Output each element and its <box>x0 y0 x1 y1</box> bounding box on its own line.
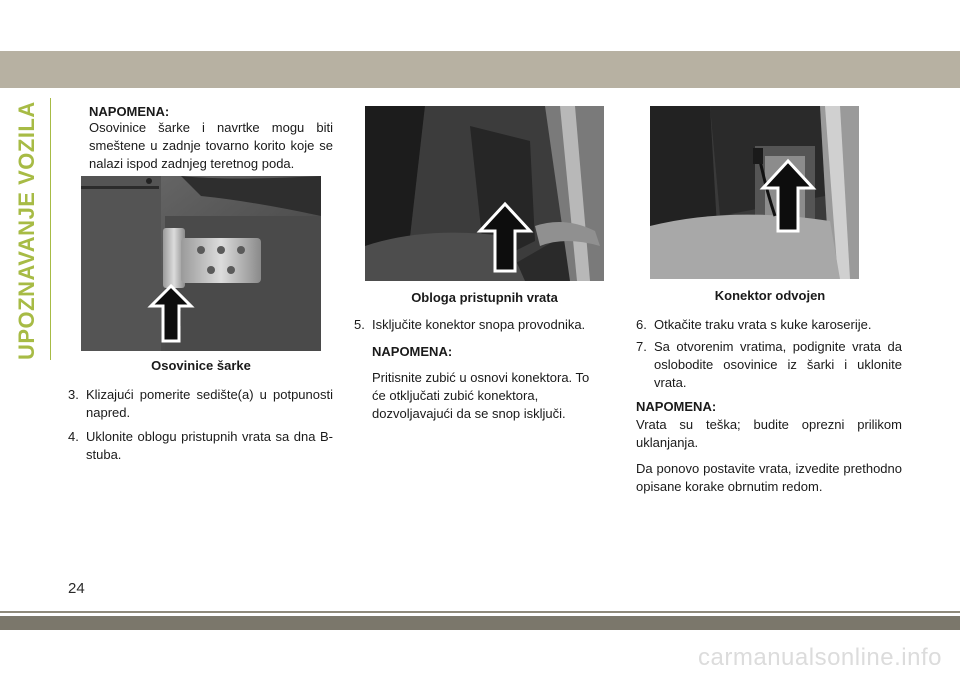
step-number: 3. <box>68 387 79 402</box>
step-6 <box>636 316 902 334</box>
photo-caption: Osovinice šarke <box>151 358 251 373</box>
access-door-trim-illustration <box>365 106 604 281</box>
step-4 <box>68 428 333 464</box>
step-text: Isključite konektor snopa provodnika. <box>372 317 586 332</box>
step-number: 7. <box>636 339 647 354</box>
step-number: 6. <box>636 317 647 332</box>
step-text: Klizajući pomerite sedište(a) u potpunosti napred. <box>86 387 333 420</box>
photo-caption: Obloga pristupnih vrata <box>411 290 558 305</box>
note-heading: NAPOMENA: <box>636 399 717 414</box>
section-rule <box>50 98 51 360</box>
note-text: Vrata su teška; budite oprezni prilikom uklanjanja. <box>636 417 902 450</box>
footer-rule <box>0 611 960 613</box>
hinge-pins-illustration <box>81 176 321 351</box>
step-5 <box>354 316 604 334</box>
note-text: Osovinice šarke i navrtke mogu biti smeštene u zadnje tovarno korito koje se nalazi ispod zadnjeg teretnog poda. <box>89 120 333 171</box>
photo-caption: Konektor odvojen <box>714 288 826 303</box>
step-5-note <box>372 343 604 423</box>
hinge-pins-photo <box>81 176 321 351</box>
closing-text: Da ponovo postavite vrata, izvedite prethodno opisane korake obrnutim redom. <box>636 461 902 494</box>
step-number: 5. <box>354 317 365 332</box>
step-text: Uklonite oblogu pristupnih vrata sa dna B-stuba. <box>86 429 333 462</box>
connector-disconnected-illustration <box>650 106 859 279</box>
connector-disconnected-photo <box>650 106 859 279</box>
step-number: 4. <box>68 429 79 444</box>
watermark: carmanualsonline.info <box>698 644 942 671</box>
note-heading: NAPOMENA: <box>372 344 453 359</box>
footer-band <box>0 616 960 630</box>
step-7 <box>636 338 902 392</box>
step-text: Sa otvorenim vratima, podignite vrata da oslobodite osovinice iz šarki i uklonite vrata. <box>654 339 902 390</box>
column-1 <box>89 104 333 173</box>
step-3 <box>68 386 333 422</box>
access-door-trim-photo <box>365 106 604 281</box>
col3-note <box>636 398 902 496</box>
step-text: Otkačite traku vrata s kuke karoserije. <box>654 317 872 332</box>
page-number: 24 <box>68 580 85 597</box>
note-text: Pritisnite zubić u osnovi konektora. To će otključati zubić konektora, dozvoljavajući da se snop isključi. <box>372 370 590 421</box>
header-band <box>0 51 960 88</box>
note-heading: NAPOMENA: <box>89 104 170 119</box>
section-title: UPOZNAVANJE VOZILA <box>14 101 39 360</box>
